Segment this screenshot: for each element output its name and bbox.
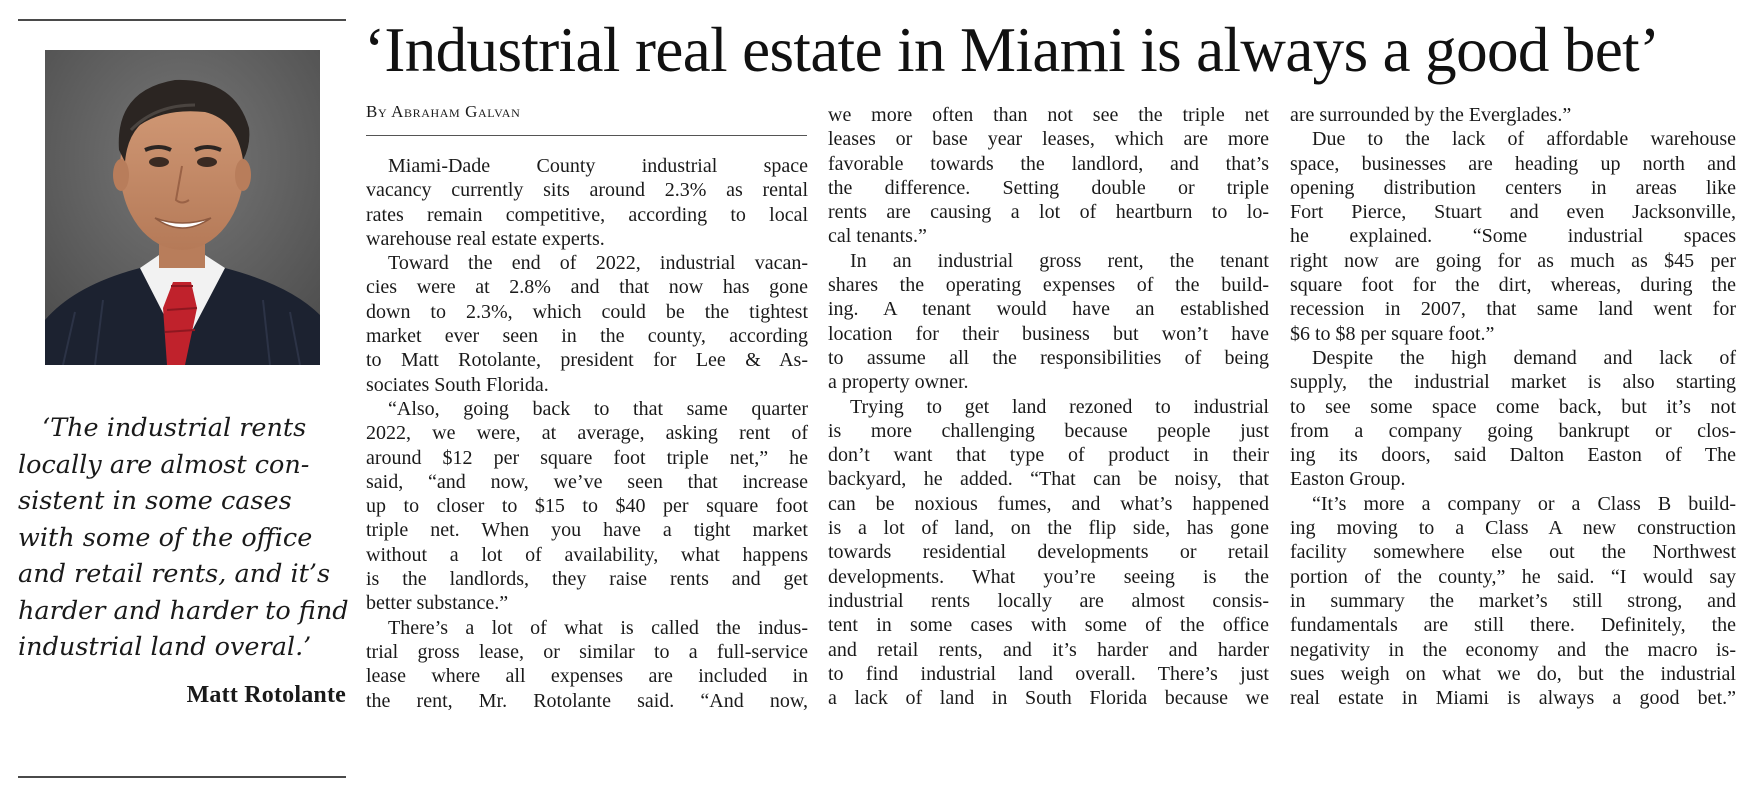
article-line: 2022, we were, at average, asking rent of xyxy=(366,422,808,445)
article-line: Fort Pierce, Stuart and even Jacksonville, xyxy=(1290,201,1736,224)
article-line: warehouse real estate experts. xyxy=(366,227,605,250)
article-line: right now are going for as much as $45 per xyxy=(1290,249,1736,272)
article-column-2 xyxy=(828,103,1269,710)
pull-quote-line: locally are almost con- xyxy=(18,449,310,480)
article-line: to see some space come back, but it’s not xyxy=(1290,395,1736,418)
article-line: to assume all the responsibilities of being xyxy=(828,346,1269,369)
article-paragraph xyxy=(366,616,808,713)
article-line: favorable towards the landlord, and that’s xyxy=(828,152,1269,175)
article-line: recession in 2007, that same land went for xyxy=(1290,298,1736,321)
article-line: ing its doors, said Dalton Easton of The xyxy=(1290,444,1736,467)
pull-quote xyxy=(18,410,349,666)
article-line: sociates South Florida. xyxy=(366,373,549,396)
article-line: developments. What you’re seeing is the xyxy=(828,565,1269,588)
article-line: negativity in the economy and the macro is- xyxy=(1290,638,1736,661)
article-line: Easton Group. xyxy=(1290,468,1406,491)
portrait-photo xyxy=(45,50,320,365)
article-line: a property owner. xyxy=(828,371,969,394)
article-line: without a lot of availability, what happens xyxy=(366,543,808,566)
article-line: towards residential developments or retail xyxy=(828,541,1269,564)
article-line: he explained. “Some industrial spaces xyxy=(1290,225,1736,248)
byline: By Abraham Galvan xyxy=(366,102,521,121)
article-line: vacancy currently sits around 2.3% as rental xyxy=(366,179,808,202)
article-line: There’s a lot of what is called the indus- xyxy=(388,616,808,639)
pull-quote-line: with some of the office xyxy=(18,522,313,553)
article-line: the difference. Setting double or triple xyxy=(828,176,1269,199)
article-line: real estate in Miami is always a good bet.” xyxy=(1290,687,1736,710)
article-line: can be noxious fumes, and what’s happened xyxy=(828,492,1269,515)
article-line: is more challenging because people just xyxy=(828,419,1269,442)
article-line: is the landlords, they raise rents and get xyxy=(366,568,808,591)
article-line: cal tenants.” xyxy=(828,225,927,248)
article-line: fundamentals are still there. Definitely, the xyxy=(1290,614,1736,637)
article-paragraph xyxy=(828,103,1269,249)
article-column-3 xyxy=(1290,103,1736,710)
article-column-1 xyxy=(366,154,808,713)
article-line: said, “and now, we’ve seen that increase xyxy=(366,470,808,493)
article-line: In an industrial gross rent, the tenant xyxy=(850,249,1269,272)
article-line: down to 2.3%, which could be the tightest xyxy=(366,300,808,323)
article-paragraph xyxy=(366,154,808,251)
article-line: location for their business but won’t have xyxy=(828,322,1269,345)
article-line: square foot for the dirt, whereas, during the xyxy=(1290,274,1736,297)
article-line: shares the operating expenses of the build- xyxy=(828,274,1269,297)
article-line: “It’s more a company or a Class B build- xyxy=(1312,492,1736,515)
article-line: a lack of land in South Florida because we xyxy=(828,687,1269,710)
article-line: we more often than not see the triple net xyxy=(828,104,1269,126)
article-line: to Matt Rotolante, president for Lee & As- xyxy=(366,349,808,372)
article-line: Despite the high demand and lack of xyxy=(1312,346,1736,369)
pull-quote-line: ‘The industrial rents xyxy=(42,413,307,443)
article-line: from a company going bankrupt or clos- xyxy=(1290,419,1736,442)
article-line: leases or base year leases, which are more xyxy=(828,128,1269,151)
article-line: cies were at 2.8% and that now has gone xyxy=(366,276,808,299)
article-line: in summary the market’s still strong, and xyxy=(1290,589,1736,612)
pull-quote-line: and retail rents, and it’s xyxy=(18,559,331,589)
byline-rule xyxy=(366,135,807,136)
pull-quote-line: sistent in some cases xyxy=(18,486,292,516)
article-line: supply, the industrial market is also starting xyxy=(1290,371,1736,394)
article-line: Trying to get land rezoned to industrial xyxy=(850,395,1269,418)
article-line: to find industrial land overall. There’s just xyxy=(828,662,1269,685)
article-line: better substance.” xyxy=(366,592,509,615)
pull-quote-line: harder and harder to find xyxy=(18,595,349,626)
pull-quote-line: industrial land overal.’ xyxy=(18,632,312,662)
article-paragraph xyxy=(1290,346,1736,492)
article-line: backyard, he added. “That can be noisy, that xyxy=(828,468,1269,491)
article-line: around $12 per square foot triple net,” he xyxy=(366,446,808,469)
pull-quote-attribution: Matt Rotolante xyxy=(186,682,346,708)
article-line: is a lot of land, on the flip side, has gone xyxy=(828,517,1269,540)
article-line: opening distribution centers in areas like xyxy=(1290,176,1736,199)
article-line: $6 to $8 per square foot.” xyxy=(1290,322,1495,345)
article-line: Miami-Dade County industrial space xyxy=(388,155,808,177)
article-paragraph xyxy=(366,397,808,616)
article-paragraph xyxy=(1290,127,1736,346)
article-line: are surrounded by the Everglades.” xyxy=(1290,104,1572,126)
headline: ‘Industrial real estate in Miami is always a good bet’ xyxy=(364,15,1660,85)
article-line: trial gross lease, or similar to a full-service xyxy=(366,640,808,663)
article-line: and retail rents, and it’s harder and harder xyxy=(828,638,1269,661)
article-line: lease where all expenses are included in xyxy=(366,665,808,688)
article-line: ing moving to a Class A new construction xyxy=(1290,517,1736,540)
article-line: ing. A tenant would have an established xyxy=(828,298,1269,321)
sidebar-top-rule xyxy=(18,19,346,21)
article-line: space, businesses are heading up north and xyxy=(1290,152,1736,175)
article-line: rents are causing a lot of heartburn to lo- xyxy=(828,201,1269,224)
article-line: the rent, Mr. Rotolante said. “And now, xyxy=(366,689,808,712)
article-paragraph xyxy=(366,251,808,397)
article-line: facility somewhere else out the Northwest xyxy=(1290,541,1736,564)
article-line: sues weigh on what we do, but the industrial xyxy=(1290,662,1736,685)
article-line: rates remain competitive, according to local xyxy=(366,203,808,226)
sidebar-bottom-rule xyxy=(18,776,346,778)
article-line: Due to the lack of affordable warehouse xyxy=(1312,128,1736,151)
sidebar xyxy=(18,0,349,802)
article-paragraph xyxy=(1290,103,1736,127)
article-line: up to closer to $15 to $40 per square foot xyxy=(366,495,808,518)
article-line: tent in some cases with some of the office xyxy=(828,614,1269,637)
article-line: portion of the county,” he said. “I would say xyxy=(1290,565,1736,588)
article-paragraph xyxy=(1290,492,1736,711)
article-line: “Also, going back to that same quarter xyxy=(388,397,808,420)
portrait-illustration xyxy=(45,50,320,365)
article-line: industrial rents locally are almost consis- xyxy=(828,589,1269,612)
article-paragraph xyxy=(828,395,1269,711)
article-line: market ever seen in the county, according xyxy=(366,325,808,348)
article-paragraph xyxy=(828,249,1269,395)
article-line: don’t want that type of product in their xyxy=(828,444,1269,467)
article-line: triple net. When you have a tight market xyxy=(366,519,808,542)
article-line: Toward the end of 2022, industrial vacan- xyxy=(388,252,808,275)
